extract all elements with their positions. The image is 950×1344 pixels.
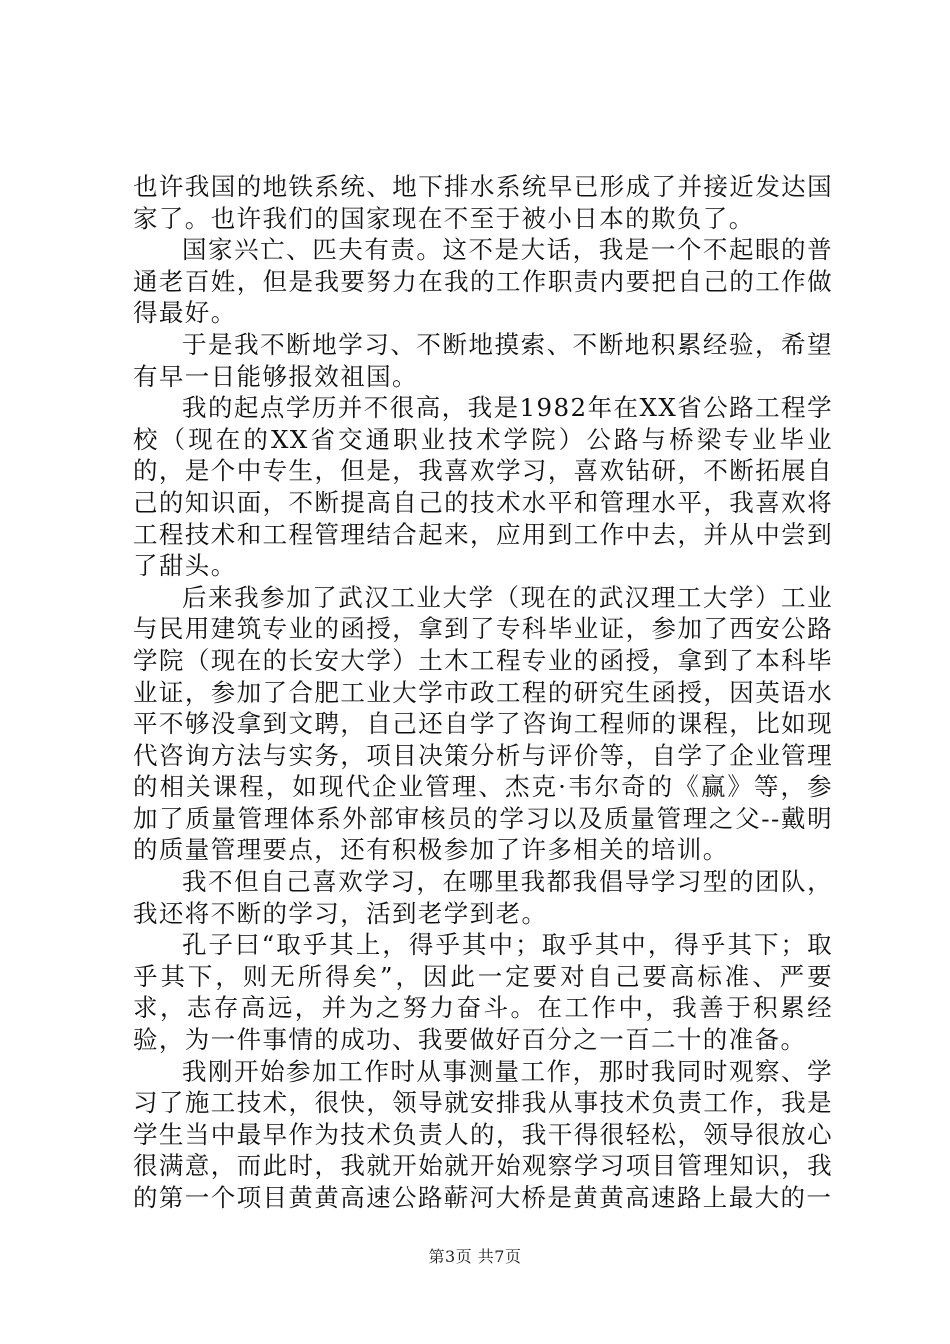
paragraph-5: 后来我参加了武汉工业大学（现在的武汉理工大学）工业与民用建筑专业的函授，拿到了专科毕业证，参加了西安公路学院（现在的长安大学）土木工程专业的函授，拿到了本科毕业证，参加了合肥工业大学市政工程的研究生函授，因英语水平不够没拿到文聘，自己还自学了咨询工程师的课程，比如现代咨询方法与实务，项目决策分析与评价等，自学了企业管理的相关课程，如现代企业管理、杰克·韦尔奇的《赢》等，参加了质量管理体系外部审核员的学习以及质量管理之父--戴明的质量管理要点，还有积极参加了许多相关的培训。 bbox=[133, 582, 833, 865]
page-number-label: 第3页 共7页 bbox=[428, 1247, 522, 1266]
paragraph-2: 国家兴亡、匹夫有责。这不是大话，我是一个不起眼的普通老百姓，但是我要努力在我的工作职责内要把自己的工作做得最好。 bbox=[133, 235, 833, 328]
paragraph-4: 我的起点学历并不很高，我是1982年在XX省公路工程学校（现在的XX省交通职业技术学院）公路与桥梁专业毕业的，是个中专生，但是，我喜欢学习，喜欢钻研，不断拓展自己的知识面，不断提高自己的技术水平和管理水平，我喜欢将工程技术和工程管理结合起来，应用到工作中去，并从中尝到了甜头。 bbox=[133, 393, 833, 581]
paragraph-6: 我不但自己喜欢学习，在哪里我都我倡导学习型的团队，我还将不断的学习，活到老学到老。 bbox=[133, 867, 833, 928]
paragraph-7: 孔子曰“取乎其上，得乎其中；取乎其中，得乎其下；取乎其下，则无所得矣”，因此一定要对自己要高标准、严要求，志存高远，并为之努力奋斗。在工作中，我善于积累经验，为一件事情的成功、我要做好百分之一百二十的准备。 bbox=[133, 930, 833, 1055]
paragraph-1: 也许我国的地铁系统、地下排水系统早已形成了并接近发达国家了。也许我们的国家现在不至于被小日本的欺负了。 bbox=[133, 172, 833, 233]
page-footer bbox=[0, 1247, 950, 1267]
paragraph-8: 我刚开始参加工作时从事测量工作，那时我同时观察、学习了施工技术，很快，领导就安排我从事技术负责工作，我是学生当中最早作为技术负责人的，我干得很轻松，领导很放心很满意，而此时，我就开始就开始观察学习项目管理知识，我的第一个项目黄黄高速公路蕲河大桥是黄黄高速路上最大的一 bbox=[133, 1056, 833, 1212]
paragraph-3: 于是我不断地学习、不断地摸索、不断地积累经验，希望有早一日能够报效祖国。 bbox=[133, 329, 833, 391]
body-text bbox=[133, 171, 833, 1214]
